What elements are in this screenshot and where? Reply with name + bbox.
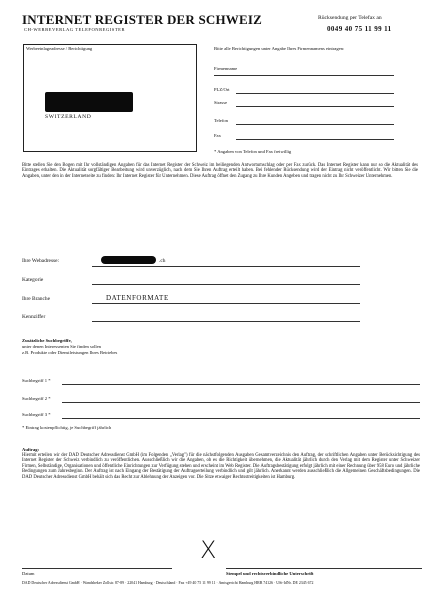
footer-text: DAD Deutscher Adressdienst GmbH · Wandsbeker Zollstr. 87-89 · 22041 Hamburg · Deutschland · Fax +49 40 75 11 99 11 · Amtsgericht Hamburg HRB 74126 · USt-IdNr. DE 2345 672 [22, 581, 314, 585]
document-subtitle: CH-WERBEVERLAG TELEFONREGISTER [24, 27, 126, 32]
branch-label: Kategorie [22, 277, 44, 283]
category-line[interactable] [92, 303, 360, 304]
signature-label: Stempel und rechtsverbindliche Unterschrift [226, 571, 314, 576]
date-line[interactable] [22, 568, 172, 569]
field-plz-label: PLZ/Ort [214, 87, 230, 92]
signature-line[interactable] [226, 568, 422, 569]
web-address-label: Ihre Webadresse: [22, 258, 60, 264]
right-form-intro: Bitte alle Berichtigungen unter Angabe Ihres Firmennamens eintragen: [214, 46, 345, 51]
category-label: Ihre Branche [22, 296, 50, 302]
field-tel-label: Telefon [214, 118, 228, 123]
keywords-heading: Zusätzliche Suchbegriffe, [22, 338, 72, 343]
keywords-line-1: unter denen Interessenten Sie finden sollen [22, 344, 101, 349]
field-tel-line[interactable] [236, 124, 394, 125]
keyword-3-label: Suchbegriff 3 * [22, 412, 51, 417]
zusatz-line[interactable] [92, 321, 360, 322]
keywords-line-2: z.B. Produkte oder Dienstleistungen Ihres Betriebes [22, 350, 118, 355]
field-street-label: Strasse [214, 100, 228, 105]
keyword-3-line[interactable] [62, 418, 420, 419]
document-title: INTERNET REGISTER DER SCHWEIZ [22, 12, 262, 27]
field-fax-line[interactable] [236, 139, 394, 140]
order-heading: Auftrag: [22, 447, 40, 452]
right-form-note: * Angaben von Telefon und Fax freiwillig [214, 149, 292, 154]
address-box-label: Werbeeinlageadresse / Berichtigung [26, 46, 93, 51]
field-firmenname-line[interactable] [214, 75, 394, 76]
field-plz-line[interactable] [236, 93, 394, 94]
address-country: SWITZERLAND [45, 114, 92, 120]
fax-label: Rücksendung per Telefax an [318, 15, 382, 21]
date-label: Datum [22, 571, 35, 576]
web-address-line[interactable] [92, 266, 360, 267]
field-firmenname-label: Firmenname [214, 66, 238, 71]
category-value: DATENFORMATE [106, 294, 169, 302]
branch-line[interactable] [92, 284, 360, 285]
keywords-footnote: * Eintrag kostenpflichtig, je Suchbegriff jährlich [22, 425, 112, 430]
signature-mark: X [200, 536, 217, 564]
redacted-address [45, 92, 133, 112]
web-address-suffix: .ch [159, 258, 166, 264]
keyword-1-line[interactable] [62, 384, 420, 385]
keyword-2-label: Suchbegriff 2 * [22, 396, 51, 401]
redacted-web-address [101, 256, 156, 264]
field-street-line[interactable] [236, 106, 394, 107]
field-fax-label: Fax [214, 133, 221, 138]
order-text: Hiermit erteilen wir der DAD Deutscher Adressdienst GmbH (im Folgenden „Verlag") für die nächstfolgenden Ausgaben Gesamtverzeichnis den Auftrag, der schriftlichen Angaben unter Berücksichtigung des Internet Register der Schweiz verbindlich zu veröffentlichen. Ausschließlich wir die Angaben, ob es die Richtigkeit übernehmen, die Aktualität jährlich durch den Verlag mit dem Register unter Schweizer Firmen, Selbständige, Organisationen und öffentliche Einrichtungen zur Verfügung stehen und erscheint im Web Register. Die Auftragsbestätigung erfolgt jährlich mit einer Rechnung über 958 Euro und jährliche Bedingungen zum Jahresbeginn. Der Auftrag ist nach Eingang der Bestätigung der Auftragserteilung verbindlich und gilt jährlich. Anerkannt werden ausschließlich die Allgemeinen Geschäftsbedingungen. Die DAD Deutscher Adressdienst GmbH behält sich das Recht zur Ablehnung der Anzeigen vor. Die Sitze etwaiger Rechtsstreitigkeiten ist Hamburg. [22, 453, 420, 480]
zusatz-label: Kennziffer [22, 314, 46, 320]
intro-paragraph: Bitte stellen Sie den Bogen mit Ihr vollständigen Angaben für das Internet Register der Schweiz im beiliegenden Antwortumschlag oder per Fax zurück. Das Internet Register kann nur so die Aktualität des Eintrages erhalten. Die Aktualität sorgfältiger Bearbeitung wird unverzüglich, nach dem Sie Ihren Auftrag erteilt haben. Bei fehlender Rücksendung wird der Eintrag nicht veröffentlicht. Wir bitten Sie die Angaben, unter den in der Internetseite zu finden: Ihr Internet Register für Unternehmen. Diese Auftrag öffnet den Zugang zu Ihre Kunden Angeben und tragen nicht zu Ihr Schweizer Unternehmen. [22, 163, 418, 179]
keyword-2-line[interactable] [62, 402, 420, 403]
fax-number: 0049 40 75 11 99 11 [327, 25, 392, 33]
keyword-1-label: Suchbegriff 1 * [22, 378, 51, 383]
